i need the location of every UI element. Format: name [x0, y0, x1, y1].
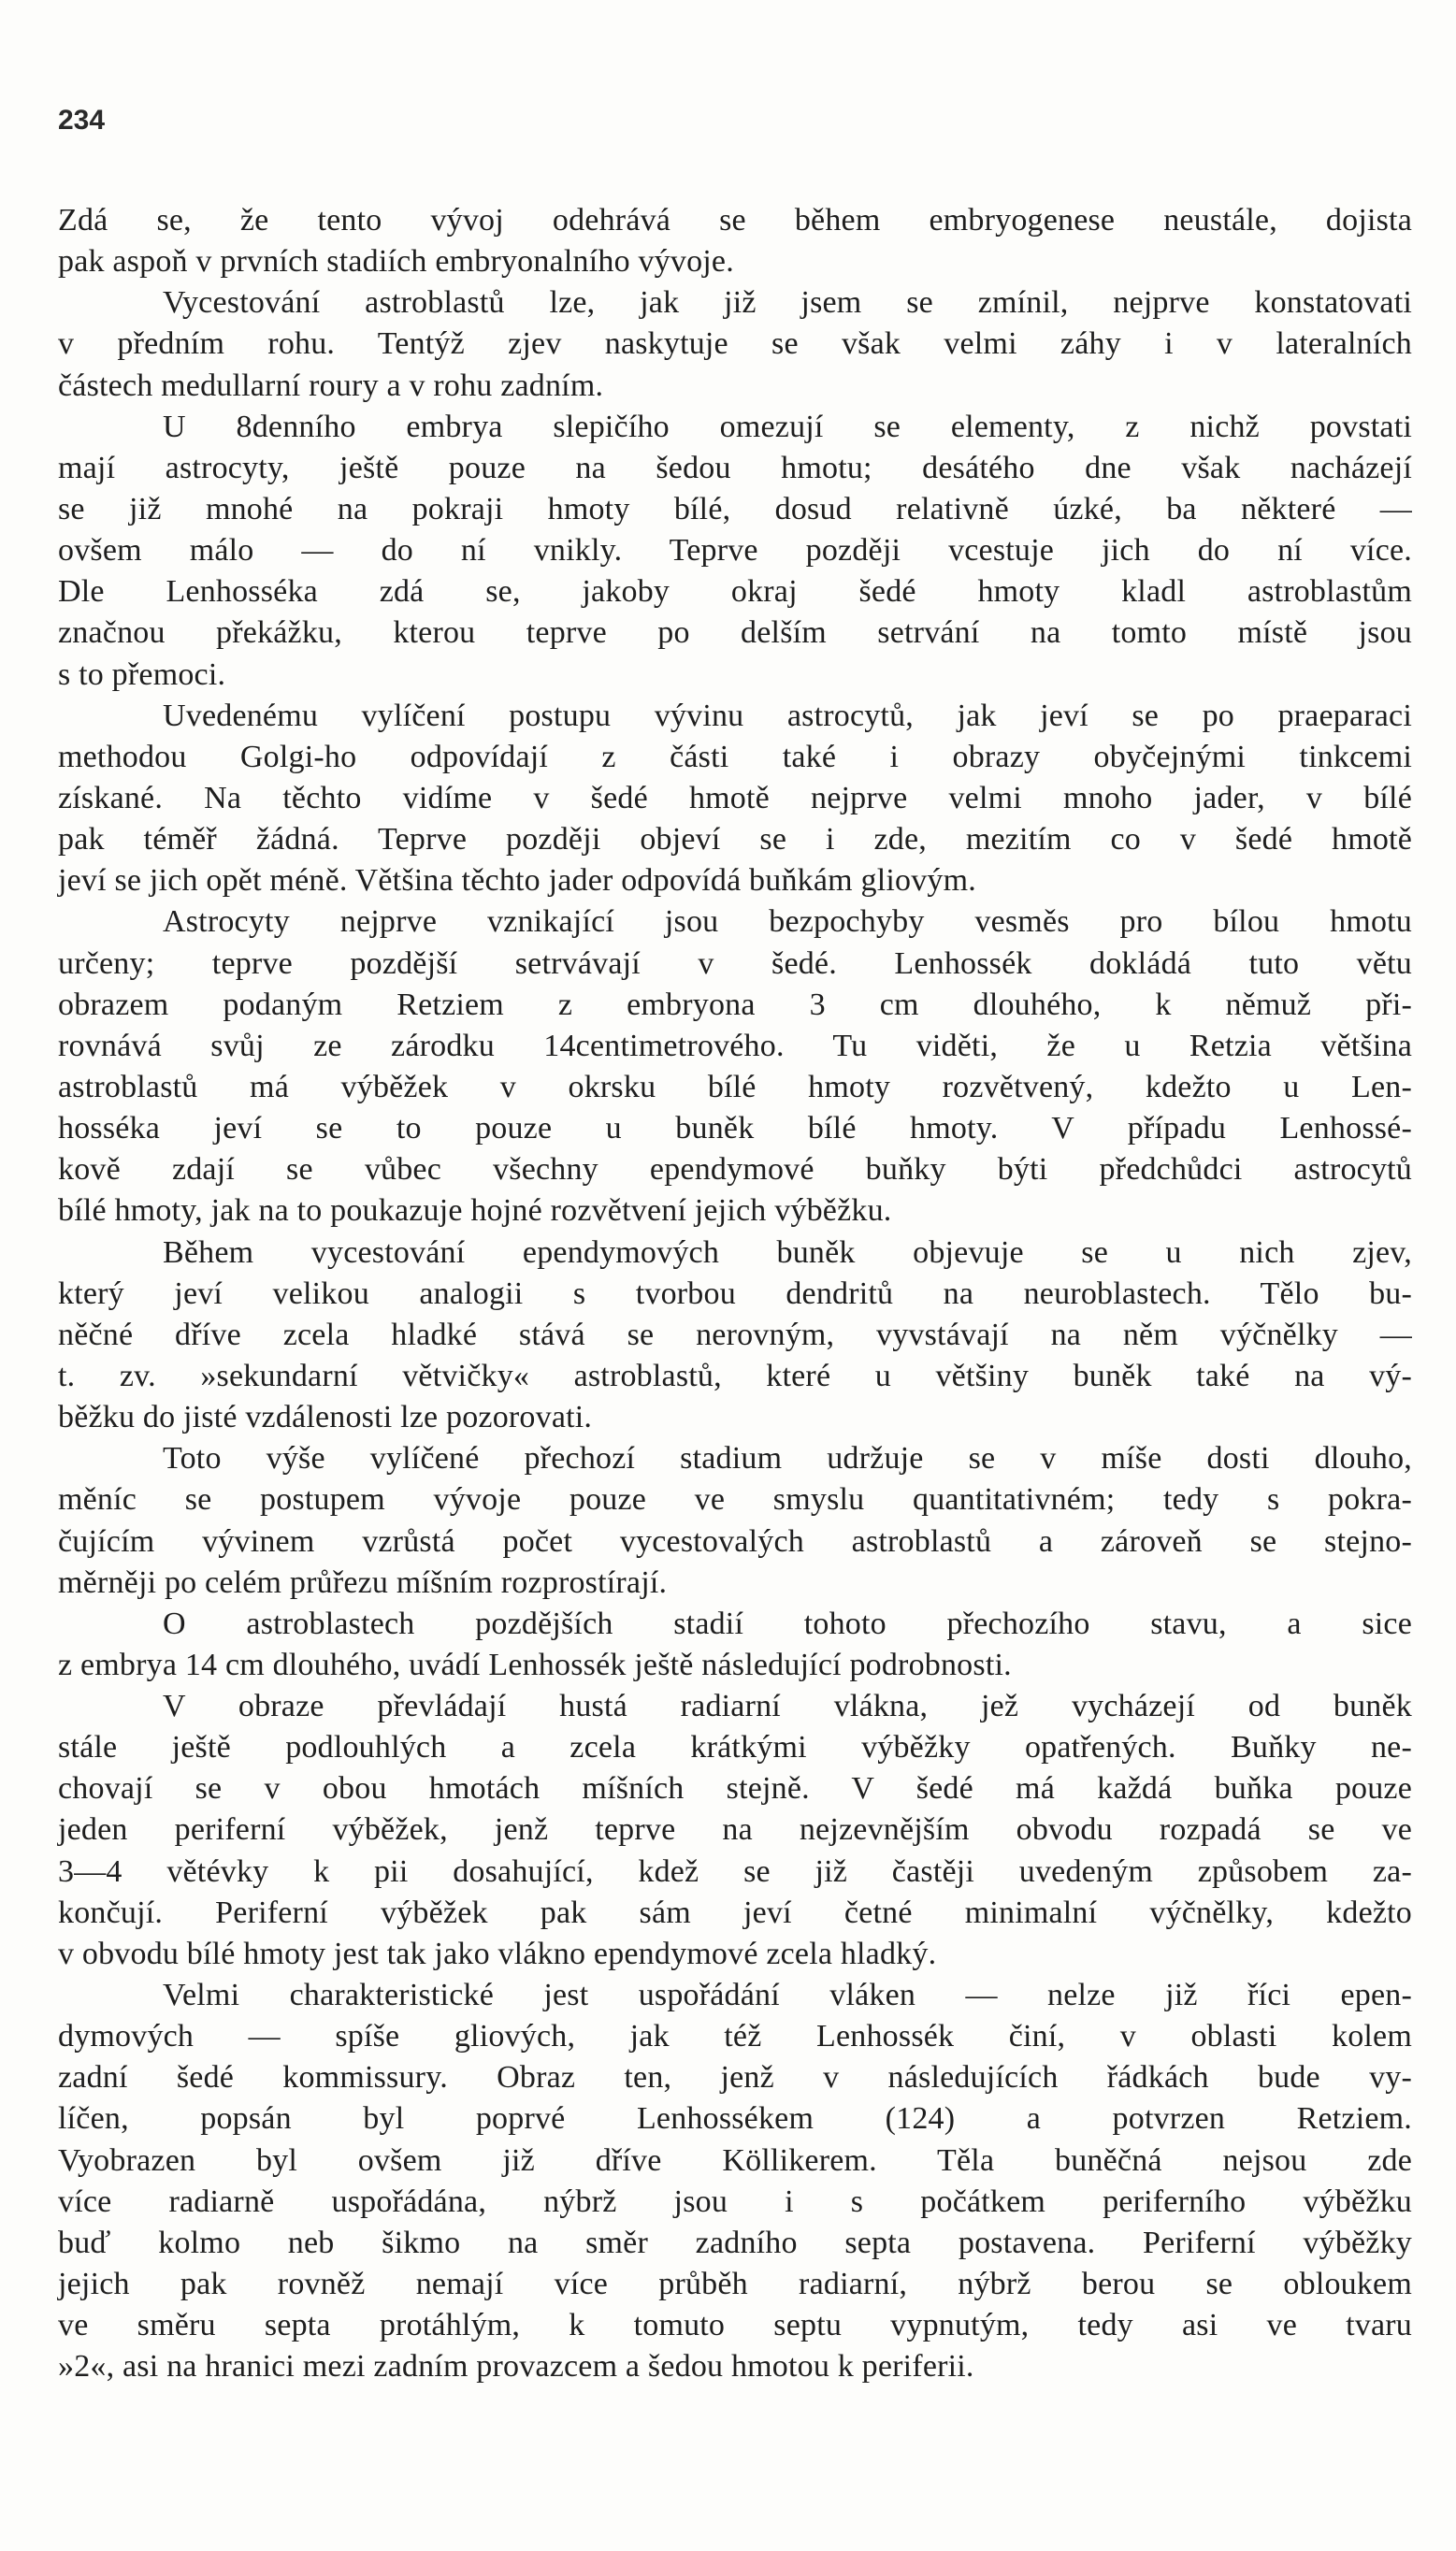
text-line: Vyobrazen byl ovšem již dříve Köllikerem. Těla buněčná nejsou zde — [58, 2142, 1412, 2178]
text-line: Vycestování astroblastů lze, jak již jsem se zmínil, nejprve konstatovati — [163, 285, 1412, 321]
text-line: obrazem podaným Retziem z embryona 3 cm dlouhého, k němuž při- — [58, 987, 1412, 1022]
text-line: s to přemoci. — [58, 656, 226, 692]
text-line: Velmi charakteristické jest uspořádání vláken — nelze již říci epen- — [163, 1978, 1412, 2013]
text-line: rovnává svůj ze zárodku 14centimetrového. Tu viděti, že u Retzia většina — [58, 1028, 1412, 1063]
text-line: O astroblastech pozdějších stadií tohoto přechozího stavu, a sice — [163, 1606, 1412, 1641]
text-line: methodou Golgi-ho odpovídají z části také i obrazy obyčejnými tinkcemi — [58, 739, 1412, 774]
text-line: U 8denního embrya slepičího omezují se elementy, z nichž povstati — [163, 409, 1412, 444]
text-line: hosséka jeví se to pouze u buněk bílé hmoty. V případu Lenhossé- — [58, 1111, 1412, 1146]
text-line: stále ještě podlouhlých a zcela krátkými výběžky opatřených. Buňky ne- — [58, 1730, 1412, 1766]
text-line: líčen, popsán byl poprvé Lenhossékem (124) a potvrzen Retziem. — [58, 2101, 1412, 2137]
text-line: běžku do jisté vzdálenosti lze pozorovati. — [58, 1400, 593, 1435]
text-line: dymových — spíše gliových, jak též Lenhossék činí, v oblasti kolem — [58, 2019, 1412, 2054]
text-line: buď kolmo neb šikmo na směr zadního septa postavena. Periferní výběžky — [58, 2225, 1412, 2260]
text-line: bílé hmoty, jak na to poukazuje hojné rozvětvení jejich výběžku. — [58, 1193, 892, 1229]
text-line: Astrocyty nejprve vznikající jsou bezpochyby vesměs pro bílou hmotu — [163, 904, 1412, 940]
text-line: jeví se jich opět méně. Většina těchto jader odpovídá buňkám gliovým. — [58, 863, 976, 899]
text-line: v obvodu bílé hmoty jest tak jako vlákno ependymové zcela hladký. — [58, 1936, 937, 1971]
text-line: »2«, asi na hranici mezi zadním provazcem a šedou hmotou k periferii. — [58, 2349, 974, 2385]
text-line: měníc se postupem vývoje pouze ve smyslu quantitativném; tedy s pokra- — [58, 1482, 1412, 1518]
text-line: čujícím vývinem vzrůstá počet vycestovalých astroblastů a zároveň se stejno- — [58, 1523, 1412, 1559]
text-line: pak téměř žádná. Teprve později objeví se i zde, mezitím co v šedé hmotě — [58, 822, 1412, 858]
text-line: Zdá se, že tento vývoj odehrává se během embryogenese neustále, dojista — [58, 203, 1412, 238]
text-line: který jeví velikou analogii s tvorbou dendritů na neuroblastech. Tělo bu- — [58, 1276, 1412, 1311]
text-line: se již mnohé na pokraji hmoty bílé, dosud relativně úzké, ba některé — — [58, 491, 1412, 526]
text-line: Během vycestování ependymových buněk objevuje se u nich zjev, — [163, 1234, 1412, 1270]
text-line: značnou překážku, kterou teprve po delším setrvání na tomto místě jsou — [58, 615, 1412, 651]
text-line: Uvedenému vylíčení postupu vývinu astrocytů, jak jeví se po praeparaci — [163, 698, 1412, 733]
text-line: z embrya 14 cm dlouhého, uvádí Lenhossék ještě následující podrobnosti. — [58, 1647, 1012, 1682]
text-line: jeden periferní výběžek, jenž teprve na nejzevnějším obvodu rozpadá se ve — [58, 1812, 1412, 1848]
text-line: ovšem málo — do ní vnikly. Teprve později vcestuje jich do ní více. — [58, 533, 1412, 569]
body-text — [58, 200, 1412, 2387]
text-line: 3—4 větévky k pii dosahující, kdež se již častěji uvedeným způsobem za- — [58, 1853, 1412, 1889]
text-line: kově zdají se vůbec všechny ependymové buňky býti předchůdci astrocytů — [58, 1152, 1412, 1188]
text-line: Dle Lenhosséka zdá se, jakoby okraj šedé hmoty kladl astroblastům — [58, 574, 1412, 610]
text-line: více radiarně uspořádána, nýbrž jsou i s počátkem periferního výběžku — [58, 2183, 1412, 2219]
text-line: pak aspoň v prvních stadiích embryonalního vývoje. — [58, 244, 734, 280]
text-line: t. zv. »sekundarní větvičky« astroblastů, které u většiny buněk také na vý- — [58, 1358, 1412, 1393]
text-line: Toto výše vylíčené přechozí stadium udržuje se v míše dosti dlouho, — [163, 1441, 1412, 1477]
text-line: zadní šedé kommissury. Obraz ten, jenž v následujících řádkách bude vy- — [58, 2060, 1412, 2096]
text-line: astroblastů má výběžek v okrsku bílé hmoty rozvětvený, kdežto u Len- — [58, 1069, 1412, 1104]
text-line: mají astrocyty, ještě pouze na šedou hmotu; desátého dne však nacházejí — [58, 450, 1412, 485]
text-line: určeny; teprve pozdější setrvávají v šedé. Lenhossék dokládá tuto větu — [58, 945, 1412, 981]
text-line: částech medullarní roury a v rohu zadním. — [58, 368, 604, 403]
text-line: měrněji po celém průřezu míšním rozprostírají. — [58, 1564, 668, 1600]
text-line: něčné dříve zcela hladké stává se nerovným, vyvstávají na něm výčnělky — — [58, 1317, 1412, 1352]
text-line: získané. Na těchto vidíme v šedé hmotě nejprve velmi mnoho jader, v bílé — [58, 780, 1412, 815]
text-line: jejich pak rovněž nemají více průběh radiarní, nýbrž berou se obloukem — [58, 2267, 1412, 2302]
text-line: končují. Periferní výběžek pak sám jeví četné minimalní výčnělky, kdežto — [58, 1895, 1412, 1930]
text-line: chovají se v obou hmotách míšních stejně. V šedé má každá buňka pouze — [58, 1771, 1412, 1807]
text-line: v předním rohu. Tentýž zjev naskytuje se však velmi záhy i v lateralních — [58, 326, 1412, 362]
text-line: V obraze převládají hustá radiarní vlákna, jež vycházejí od buněk — [163, 1689, 1412, 1724]
text-line: ve směru septa protáhlým, k tomuto septu vypnutým, tedy asi ve tvaru — [58, 2308, 1412, 2343]
page-number: 234 — [58, 105, 106, 136]
